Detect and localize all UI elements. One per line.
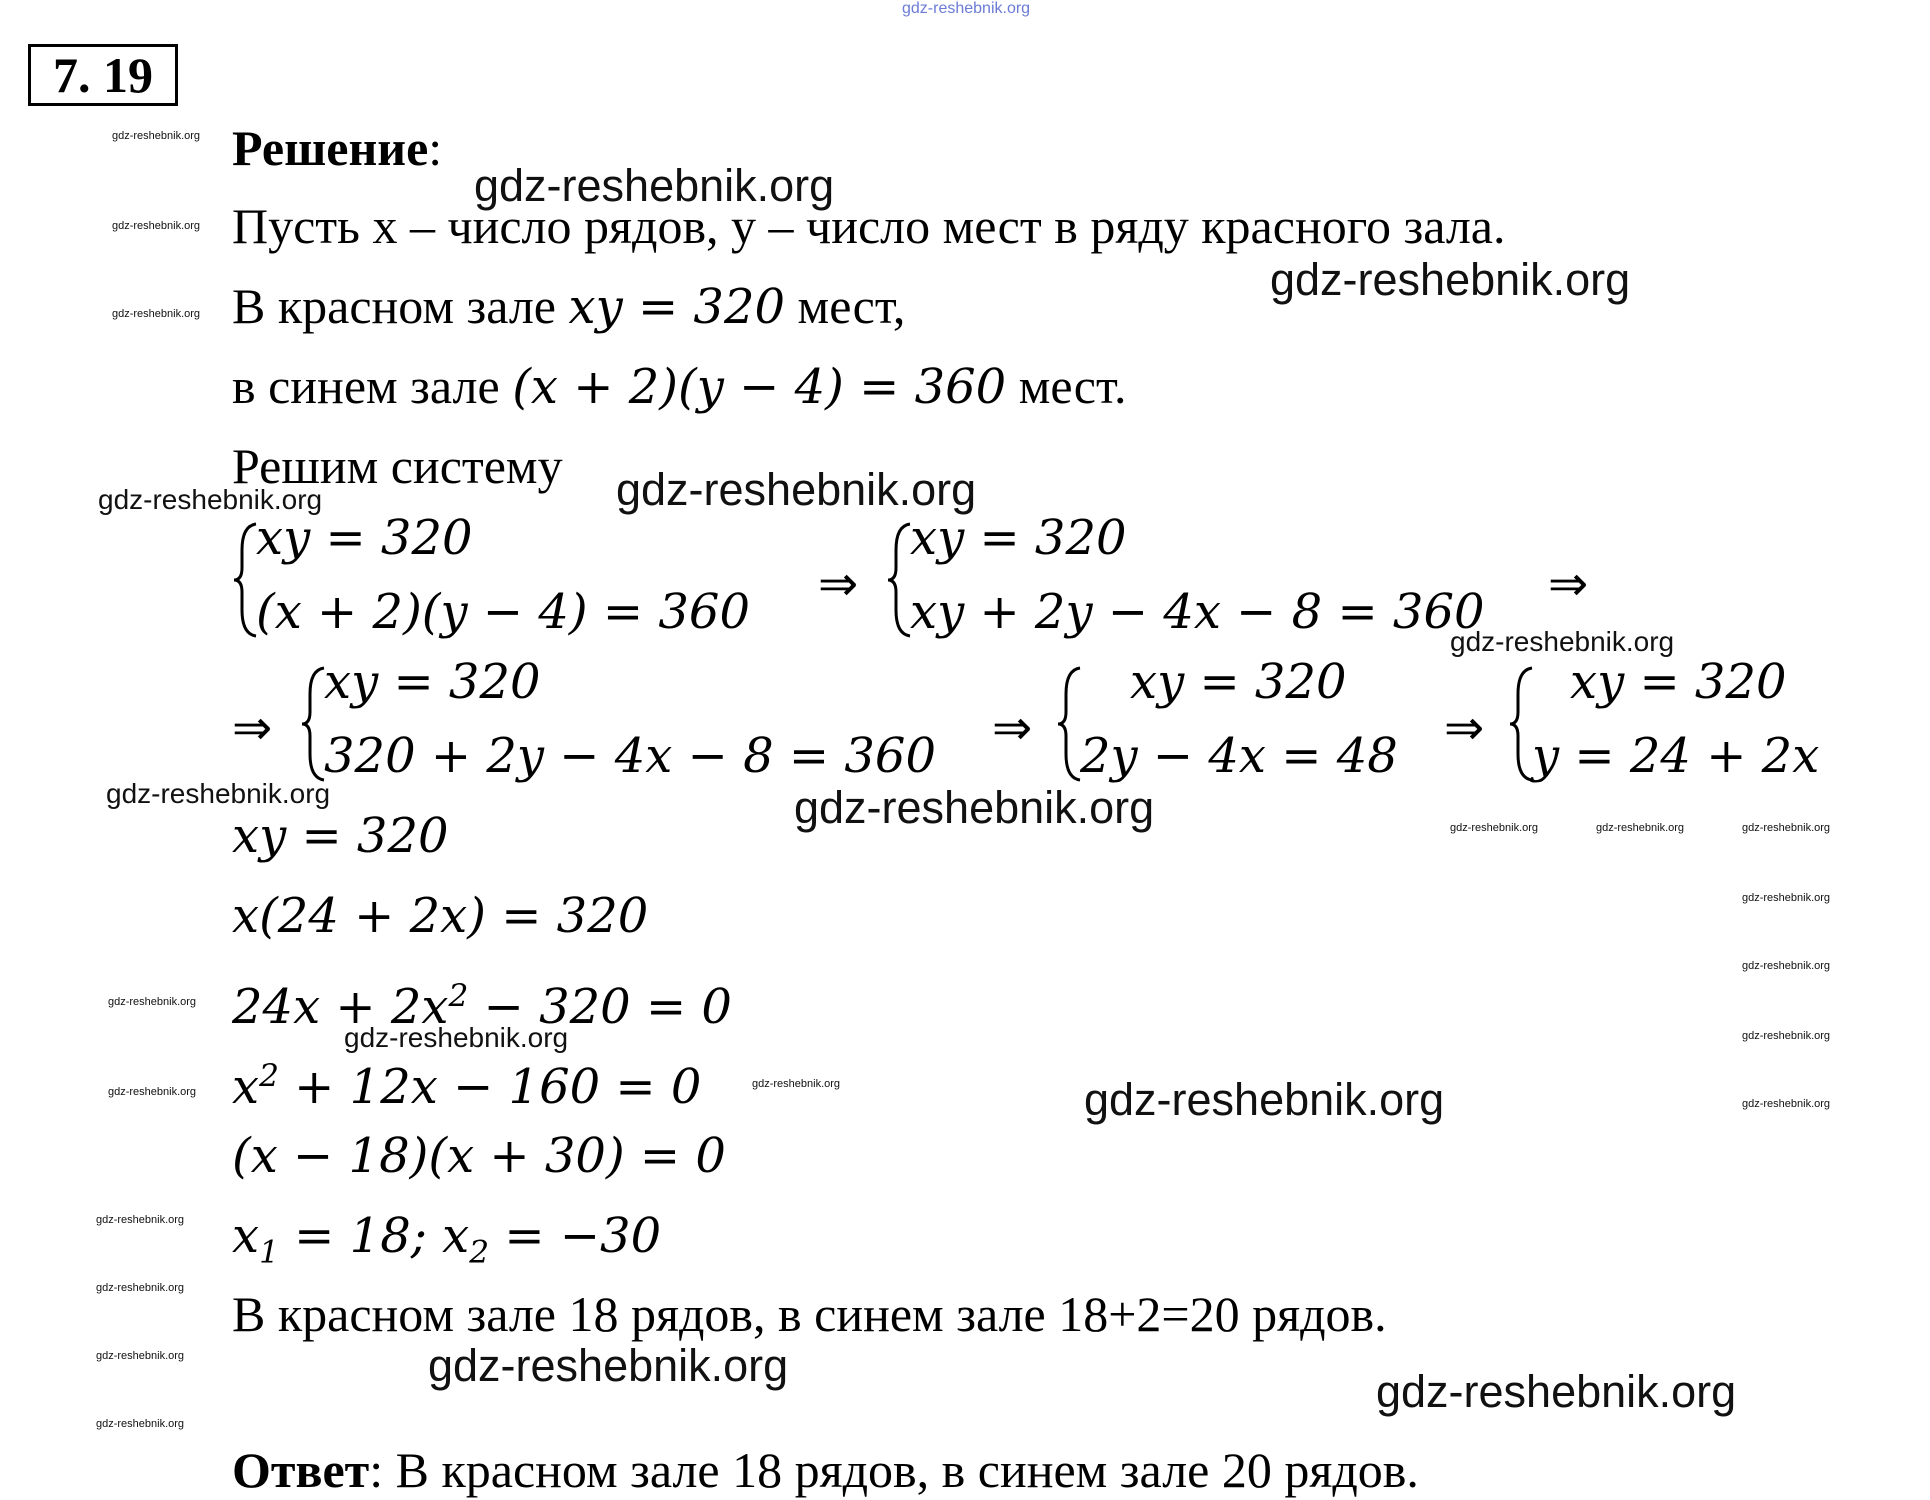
red-hall-statement: В красном зале xy = 320 мест,: [232, 278, 906, 335]
answer-text: : В красном зале 18 рядов, в синем зале 20 рядов.: [369, 1442, 1419, 1498]
watermark: gdz-reshebnik.org: [1596, 822, 1685, 834]
implies-arrow-3: ⇒: [232, 700, 273, 756]
watermark: gdz-reshebnik.org: [1084, 1074, 1445, 1125]
system4-eq-a: xy = 320: [1130, 654, 1347, 710]
answer: [232, 1440, 1419, 1500]
system3-eq-b: 320 + 2y − 4x − 8 = 360: [324, 728, 936, 784]
watermark: gdz-reshebnik.org: [428, 1340, 789, 1391]
watermark: gdz-reshebnik.org: [1742, 1030, 1831, 1042]
watermark: gdz-reshebnik.org: [1742, 1098, 1831, 1110]
system2-eq-b: xy + 2y − 4x − 8 = 360: [910, 584, 1485, 640]
step-3: $24x + 2x^2 - 320 = 0$: [232, 978, 732, 1035]
watermark: gdz-reshebnik.org: [98, 484, 323, 515]
watermark: gdz-reshebnik.org: [112, 308, 201, 320]
watermark: gdz-reshebnik.org: [1450, 626, 1675, 657]
watermark: gdz-reshebnik.org: [344, 1022, 569, 1053]
step-1: xy = 320: [232, 808, 449, 864]
watermark: gdz-reshebnik.org: [1742, 892, 1831, 904]
step-2: x(24 + 2x) = 320: [232, 888, 649, 944]
system3-eq-a: xy = 320: [324, 654, 541, 710]
red-hall-equation: xy = 320: [568, 279, 786, 335]
solve-system-text: Решим систему: [232, 438, 563, 494]
blue-hall-equation: (x + 2)(y − 4) = 360: [512, 359, 1007, 415]
watermark: gdz-reshebnik.org: [1450, 822, 1539, 834]
implies-arrow-5: ⇒: [1444, 700, 1485, 756]
watermark: gdz-reshebnik.org: [1376, 1366, 1737, 1417]
watermark: gdz-reshebnik.org: [112, 220, 201, 232]
variables-definition: Пусть x – число рядов, y – число мест в ряду красного зала.: [232, 198, 1506, 254]
roots: $x_1 = 18$; $x_2 = -30$: [232, 1208, 662, 1271]
watermark: gdz-reshebnik.org: [112, 130, 201, 142]
watermark: gdz-reshebnik.org: [474, 160, 835, 211]
solution-heading: [232, 118, 442, 178]
system1-eq-b: (x + 2)(y − 4) = 360: [256, 584, 750, 640]
watermark: gdz-reshebnik.org: [96, 1214, 185, 1226]
solution-colon: :: [428, 120, 443, 176]
system1-eq-a: xy = 320: [256, 510, 473, 566]
answer-label: Ответ: [232, 1442, 370, 1498]
step-4: $x^2 + 12x - 160 = 0$: [232, 1058, 702, 1115]
system4-eq-b: 2y − 4x = 48: [1080, 728, 1398, 784]
watermark: gdz-reshebnik.org: [1742, 822, 1831, 834]
conclusion: В красном зале 18 рядов, в синем зале 18+2=20 рядов.: [232, 1286, 1387, 1342]
watermark: gdz-reshebnik.org: [794, 782, 1155, 833]
problem-number: 7. 19: [28, 44, 178, 106]
watermark: gdz-reshebnik.org: [1270, 254, 1631, 305]
implies-arrow-1: ⇒: [818, 556, 859, 612]
site-watermark-top: gdz-reshebnik.org: [902, 0, 1031, 17]
system5-eq-a: xy = 320: [1570, 654, 1787, 710]
blue-hall-statement: в синем зале (x + 2)(y − 4) = 360 мест.: [232, 358, 1127, 415]
watermark: gdz-reshebnik.org: [96, 1282, 185, 1294]
system5-eq-b: y = 24 + 2x: [1532, 728, 1820, 784]
system2-eq-a: xy = 320: [910, 510, 1127, 566]
watermark: gdz-reshebnik.org: [752, 1078, 841, 1090]
watermark: gdz-reshebnik.org: [108, 1086, 197, 1098]
watermark: gdz-reshebnik.org: [106, 778, 331, 809]
implies-arrow-4: ⇒: [992, 700, 1033, 756]
watermark: gdz-reshebnik.org: [96, 1418, 185, 1430]
watermark: gdz-reshebnik.org: [1742, 960, 1831, 972]
step-5: (x − 18)(x + 30) = 0: [232, 1128, 726, 1184]
implies-arrow-2: ⇒: [1548, 556, 1589, 612]
watermark: gdz-reshebnik.org: [616, 464, 977, 515]
watermark: gdz-reshebnik.org: [96, 1350, 185, 1362]
watermark: gdz-reshebnik.org: [108, 996, 197, 1008]
solution-label: Решение: [232, 120, 429, 176]
